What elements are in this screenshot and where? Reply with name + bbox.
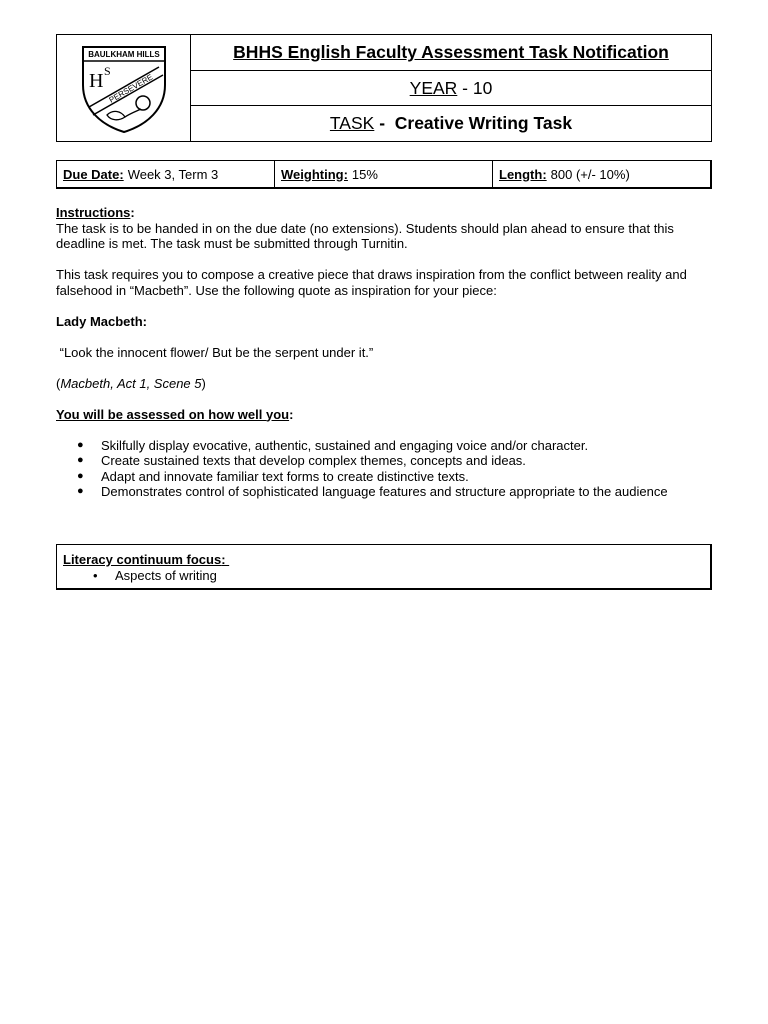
- length-label: Length:: [499, 166, 547, 182]
- literacy-heading: Literacy continuum focus: [63, 552, 222, 567]
- citation-open: (: [56, 375, 61, 391]
- document-title: BHHS English Faculty Assessment Task Notification: [233, 41, 669, 62]
- literacy-focus-box: [56, 544, 712, 590]
- literacy-list: [63, 568, 704, 584]
- title-row-main: [191, 35, 711, 71]
- due-date-label: Due Date:: [63, 166, 124, 182]
- quote-speaker: Lady Macbeth:: [56, 313, 148, 329]
- length-value: 800 (+/- 10%): [550, 166, 630, 182]
- task-description: This task requires you to compose a creative piece that draws inspiration from the conflict between reality and falsehood in “Macbeth”. Use the following quote as inspiration for your piece:: [56, 267, 687, 298]
- criteria-list: [56, 438, 716, 500]
- instructions-text: The task is to be handed in on the due date (no extensions). Students should plan ahead to ensure that this deadline is met. The task must be submitted through Turnitin.: [56, 220, 674, 251]
- literacy-heading-line: [63, 552, 704, 568]
- list-item: ● Create sustained texts that develop complex themes, concepts and ideas.: [101, 453, 716, 469]
- instructions-heading-line: [56, 205, 716, 221]
- title-row-year: [191, 71, 711, 107]
- logo-monogram-h: H: [88, 70, 103, 92]
- logo-school-name: BAULKHAM HILLS: [87, 50, 160, 59]
- instructions-heading: Instructions: [56, 205, 131, 220]
- assessed-heading: You will be assessed on how well you: [56, 406, 290, 422]
- list-item: ● Demonstrates control of sophisticated language features and structure appropriate to the audience: [101, 484, 716, 500]
- header-table: [56, 34, 712, 142]
- weighting-value: 15%: [351, 166, 378, 182]
- literacy-heading-colon: :: [221, 552, 230, 567]
- task-value: - Creative Writing Task: [374, 113, 573, 134]
- task-label: TASK: [329, 113, 375, 134]
- list-item: ● Skilfully display evocative, authentic, sustained and engaging voice and/or character.: [101, 438, 716, 454]
- citation-line: [56, 376, 716, 392]
- logo-leaf-icon: [107, 111, 125, 119]
- assessed-heading-line: [56, 407, 716, 423]
- due-date-cell: [57, 161, 275, 187]
- school-crest-logo: [75, 41, 173, 135]
- instructions-heading-colon: :: [130, 205, 135, 220]
- list-item: ● Adapt and innovate familiar text forms to create distinctive texts.: [101, 469, 716, 485]
- list-item: • Aspects of writing: [115, 568, 704, 584]
- quote-citation: Macbeth, Act 1, Scene 5: [60, 375, 202, 391]
- weighting-cell: [275, 161, 493, 187]
- year-value: - 10: [457, 77, 493, 98]
- quote-text: “Look the innocent flower/ But be the serpent under it.”: [56, 344, 374, 360]
- task-info-table: [56, 160, 712, 189]
- logo-monogram-s: S: [103, 64, 111, 78]
- task-body: [56, 205, 716, 500]
- citation-close: ): [201, 375, 206, 391]
- due-date-value: Week 3, Term 3: [127, 166, 219, 182]
- assessed-heading-colon: :: [289, 406, 294, 422]
- title-row-task: [191, 106, 711, 141]
- school-logo-cell: [57, 35, 191, 141]
- length-cell: [493, 161, 710, 187]
- title-column: [191, 35, 711, 141]
- weighting-label: Weighting:: [281, 166, 348, 182]
- logo-fruit-icon: [136, 96, 150, 110]
- logo-motto: PERSEVERE: [107, 72, 154, 105]
- year-label: YEAR: [409, 77, 458, 98]
